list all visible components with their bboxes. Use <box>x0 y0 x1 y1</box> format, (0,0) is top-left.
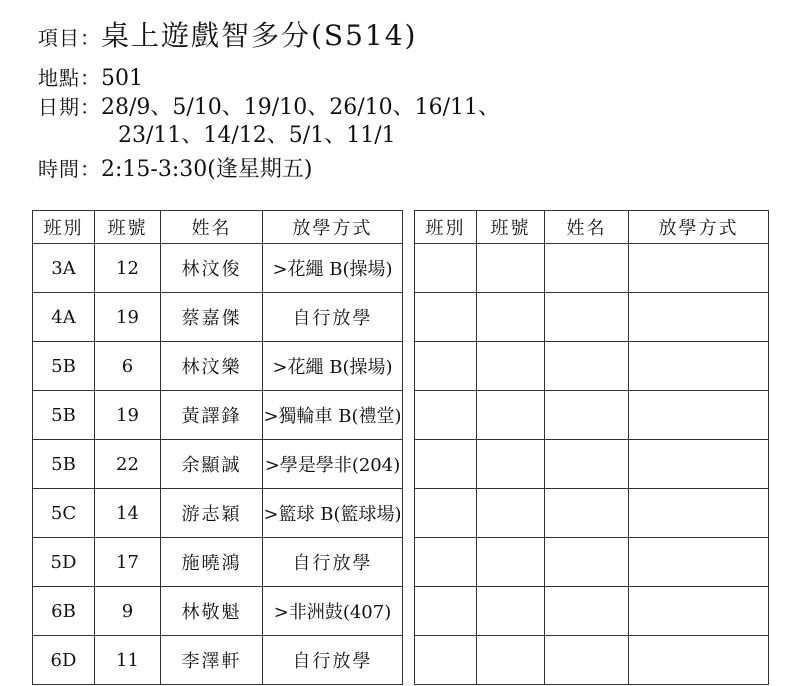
cell-name: 林汶樂 <box>161 342 263 391</box>
empty-table-row <box>415 244 769 293</box>
cell-number: 14 <box>95 489 161 538</box>
empty-cell <box>477 489 545 538</box>
empty-cell <box>415 244 477 293</box>
cell-name: 林敬魁 <box>161 587 263 636</box>
empty-cell <box>415 587 477 636</box>
table-row <box>33 391 403 440</box>
cell-class: 3A <box>33 244 95 293</box>
column-header-method: 放學方式 <box>629 211 769 244</box>
cell-method: >獨輪車 B(禮堂) <box>263 391 403 440</box>
cell-number: 11 <box>95 636 161 685</box>
cell-name: 余顯誠 <box>161 440 263 489</box>
cell-number: 22 <box>95 440 161 489</box>
cell-number: 6 <box>95 342 161 391</box>
empty-cell <box>477 244 545 293</box>
cell-class: 6D <box>33 636 95 685</box>
cell-class: 5B <box>33 342 95 391</box>
cell-name: 游志穎 <box>161 489 263 538</box>
table-header-row <box>33 211 403 244</box>
cell-method: >學是學非(204) <box>263 440 403 489</box>
cell-method: >非洲鼓(407) <box>263 587 403 636</box>
empty-cell <box>629 587 769 636</box>
cell-method: 自行放學 <box>263 636 403 685</box>
empty-cell <box>545 391 629 440</box>
table-row <box>33 587 403 636</box>
empty-cell <box>545 636 629 685</box>
cell-number: 12 <box>95 244 161 293</box>
empty-cell <box>629 636 769 685</box>
cell-class: 4A <box>33 293 95 342</box>
table-row <box>33 293 403 342</box>
empty-cell <box>545 293 629 342</box>
empty-table-row <box>415 587 769 636</box>
empty-cell <box>415 636 477 685</box>
column-header-method: 放學方式 <box>263 211 403 244</box>
date-line-2 <box>118 118 396 149</box>
roster-table-left <box>32 210 403 685</box>
empty-table-row <box>415 538 769 587</box>
empty-cell <box>629 244 769 293</box>
empty-cell <box>545 440 629 489</box>
venue-line <box>38 62 143 91</box>
table-row <box>33 244 403 293</box>
empty-cell <box>629 391 769 440</box>
cell-number: 17 <box>95 538 161 587</box>
cell-number: 19 <box>95 391 161 440</box>
empty-cell <box>415 342 477 391</box>
title-line <box>38 14 417 54</box>
time-label: 時間： <box>38 157 101 181</box>
cell-class: 6B <box>33 587 95 636</box>
item-label: 項目： <box>38 26 101 50</box>
empty-cell <box>415 293 477 342</box>
empty-cell <box>415 440 477 489</box>
table-row <box>33 489 403 538</box>
cell-method: >籃球 B(籃球場) <box>263 489 403 538</box>
column-header-number: 班號 <box>477 211 545 244</box>
empty-table-row <box>415 342 769 391</box>
date-line <box>38 90 500 121</box>
column-header-class: 班別 <box>33 211 95 244</box>
date-value-line1: 28/9、5/10、19/10、26/10、16/11、 <box>101 95 501 120</box>
table-row <box>33 342 403 391</box>
empty-cell <box>629 293 769 342</box>
empty-cell <box>545 489 629 538</box>
table-row <box>33 636 403 685</box>
empty-cell <box>477 342 545 391</box>
empty-cell <box>477 293 545 342</box>
empty-table-row <box>415 489 769 538</box>
empty-cell <box>545 587 629 636</box>
empty-cell <box>545 342 629 391</box>
empty-cell <box>629 440 769 489</box>
cell-class: 5C <box>33 489 95 538</box>
cell-method: 自行放學 <box>263 538 403 587</box>
empty-cell <box>629 342 769 391</box>
cell-number: 9 <box>95 587 161 636</box>
cell-method: >花繩 B(操場) <box>263 342 403 391</box>
cell-name: 黃譯鋒 <box>161 391 263 440</box>
column-header-number: 班號 <box>95 211 161 244</box>
cell-name: 李澤軒 <box>161 636 263 685</box>
empty-cell <box>477 391 545 440</box>
date-label: 日期： <box>38 95 101 119</box>
cell-name: 林汶俊 <box>161 244 263 293</box>
empty-table-row <box>415 636 769 685</box>
cell-name: 蔡嘉傑 <box>161 293 263 342</box>
cell-method: 自行放學 <box>263 293 403 342</box>
date-value-line2: 23/11、14/12、5/1、11/1 <box>118 123 396 148</box>
cell-class: 5D <box>33 538 95 587</box>
empty-cell <box>415 391 477 440</box>
cell-name: 施曉鴻 <box>161 538 263 587</box>
table-header-row <box>415 211 769 244</box>
empty-cell <box>629 489 769 538</box>
cell-method: >花繩 B(操場) <box>263 244 403 293</box>
empty-cell <box>477 636 545 685</box>
column-header-class: 班別 <box>415 211 477 244</box>
column-header-name: 姓名 <box>545 211 629 244</box>
time-value: 2:15-3:30(逢星期五) <box>101 157 313 182</box>
cell-class: 5B <box>33 440 95 489</box>
venue-label: 地點： <box>38 66 101 90</box>
item-value: 桌上遊戲智多分(S514) <box>101 19 418 52</box>
venue-value: 501 <box>101 66 143 91</box>
cell-class: 5B <box>33 391 95 440</box>
empty-table-row <box>415 293 769 342</box>
empty-cell <box>545 244 629 293</box>
cell-number: 19 <box>95 293 161 342</box>
column-header-name: 姓名 <box>161 211 263 244</box>
time-line <box>38 152 312 183</box>
empty-cell <box>415 489 477 538</box>
empty-cell <box>477 587 545 636</box>
table-row <box>33 538 403 587</box>
roster-table-right <box>414 210 769 685</box>
empty-cell <box>477 440 545 489</box>
empty-cell <box>545 538 629 587</box>
empty-table-row <box>415 440 769 489</box>
empty-cell <box>477 538 545 587</box>
empty-cell <box>629 538 769 587</box>
empty-table-row <box>415 391 769 440</box>
table-row <box>33 440 403 489</box>
empty-cell <box>415 538 477 587</box>
